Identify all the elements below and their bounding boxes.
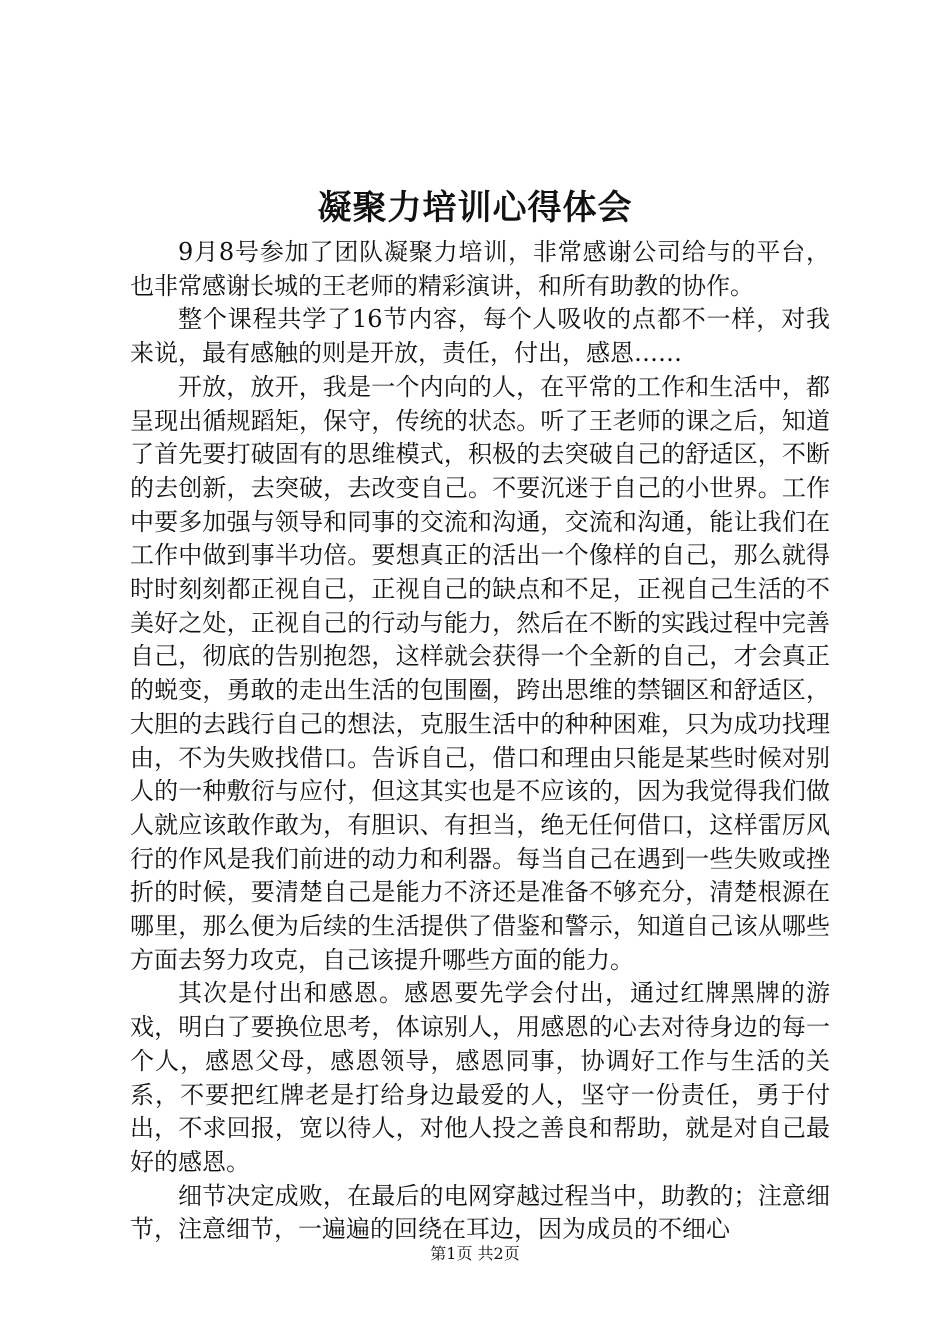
document-title: 凝聚力培训心得体会 bbox=[317, 188, 633, 228]
document-body bbox=[130, 236, 830, 1247]
paragraph: 9月8号参加了团队凝聚力培训，非常感谢公司给与的平台，也非常感谢长城的王老师的精彩演讲，和所有助教的协作。 bbox=[130, 238, 830, 300]
paragraph: 整个课程共学了16节内容，每个人吸收的点都不一样，对我来说，最有感触的则是开放，责任，付出，感恩…… bbox=[130, 305, 830, 368]
page-footer: 第1页 共2页 bbox=[430, 1244, 520, 1263]
paragraph: 其次是付出和感恩。感恩要先学会付出，通过红牌黑牌的游戏，明白了要换位思考，体谅别人，用感恩的心去对待身边的每一个人，感恩父母，感恩领导，感恩同事，协调好工作与生活的关系，不要把红牌老是打给身边最爱的人，坚守一份责任，勇于付出，不求回报，宽以待人，对他人投之善良和帮助，就是对自己最好的感恩。 bbox=[130, 979, 830, 1176]
paragraph: 细节决定成败，在最后的电网穿越过程当中，助教的；注意细节，注意细节，一遍遍的回绕在耳边，因为成员的不细心 bbox=[130, 1181, 830, 1244]
paragraph: 开放，放开，我是一个内向的人，在平常的工作和生活中，都呈现出循规蹈矩，保守，传统的状态。听了王老师的课之后，知道了首先要打破固有的思维模式，积极的去突破自己的舒适区，不断的去创新，去突破，去改变自己。不要沉迷于自己的小世界。工作中要多加强与领导和同事的交流和沟通，交流和沟通，能让我们在工作中做到事半功倍。要想真正的活出一个像样的自己，那么就得时时刻刻都正视自己，正视自己的缺点和不足，正视自己生活的不美好之处，正视自己的行动与能力，然后在不断的实践过程中完善自己，彻底的告别抱怨，这样就会获得一个全新的自己，才会真正的蜕变，勇敢的走出生活的包围圈，跨出思维的禁锢区和舒适区，大胆的去践行自己的想法，克服生活中的种种困难，只为成功找理由，不为失败找借口。告诉自己，借口和理由只能是某些时候对别人的一种敷衍与应付，但这其实也是不应该的，因为我觉得我们做人就应该敢作敢为，有胆识、有担当，绝无任何借口，这样雷厉风行的作风是我们前进的动力和利器。每当自己在遇到一些失败或挫折的时候，要清楚自己是能力不济还是准备不够充分，清楚根源在哪里，那么便为后续的生活提供了借鉴和警示，知道自己该从哪些方面去努力攻克，自己该提升哪些方面的能力。 bbox=[130, 372, 830, 974]
